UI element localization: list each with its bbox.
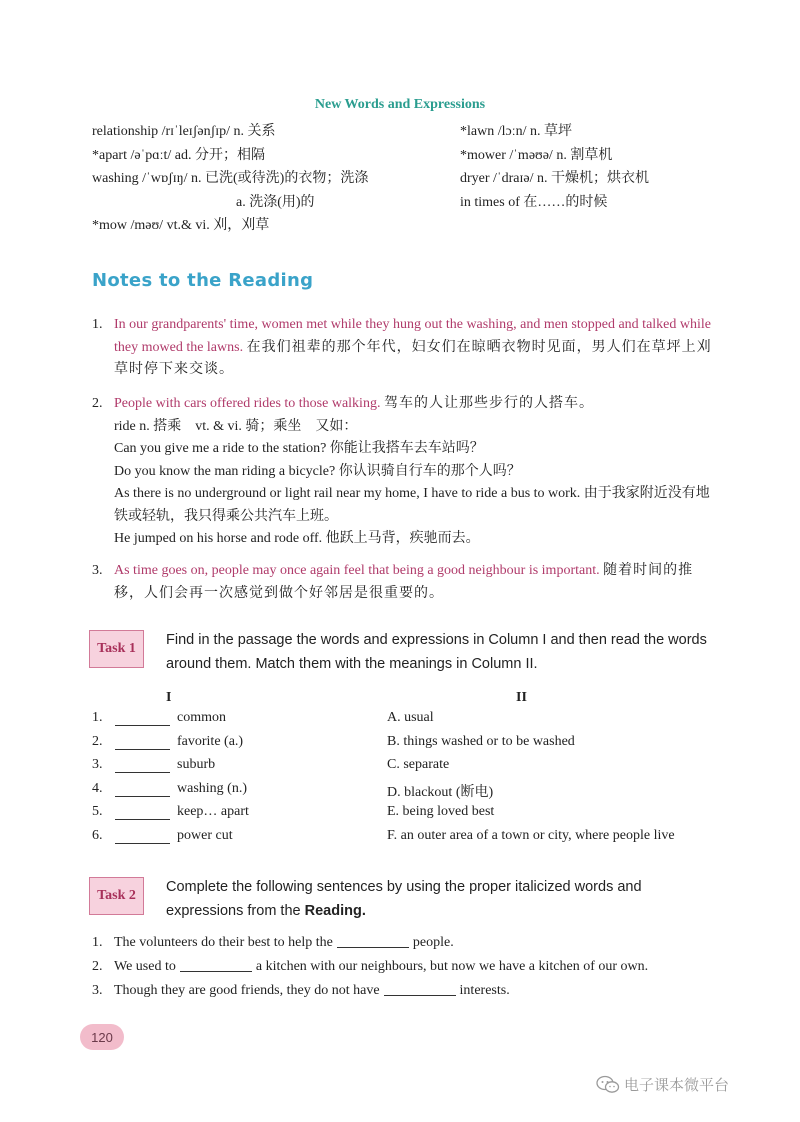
new-words-heading: New Words and Expressions bbox=[314, 97, 486, 112]
task2-instruction-bold: Reading. bbox=[304, 903, 366, 919]
note-english: In our grandparents' time, women met while they hung out the washing, and men stopped and talked while they mowed the lawns. bbox=[114, 317, 711, 355]
wechat-icon bbox=[596, 1075, 620, 1095]
vocab-entry-continuation: a. 洗涤(用)的 bbox=[236, 194, 315, 210]
match-term: washing (n.) bbox=[177, 780, 247, 796]
match-list bbox=[92, 710, 732, 851]
task2-instruction-text: Complete the following sentences by using the proper italicized words and expressions from the bbox=[166, 879, 642, 919]
vocab-entry: in times of 在……的时候 bbox=[460, 194, 608, 210]
match-row bbox=[92, 828, 732, 852]
match-meaning: E. being loved best bbox=[387, 804, 495, 819]
sentence-row bbox=[92, 983, 732, 1007]
new-words-left-column bbox=[92, 120, 442, 238]
note-example: Can you give me a ride to the station? 你能让我搭车去车站吗？ bbox=[114, 441, 484, 456]
sentence-number: 1. bbox=[92, 935, 103, 950]
vocab-entry: *mow /məʊ/ vt.& vi. 刈，刈草 bbox=[92, 218, 270, 233]
notes-heading: Notes to the Reading bbox=[92, 270, 314, 291]
sentence-after: people. bbox=[412, 935, 454, 950]
match-row bbox=[92, 781, 732, 805]
vocab-entry: washing /ˈwɒʃɪŋ/ n. 已洗(或待洗)的衣物；洗涤 bbox=[92, 171, 369, 186]
match-meaning: C. separate bbox=[387, 757, 450, 772]
note-example: Do you know the man riding a bicycle? 你认识骑自行车的那个人吗？ bbox=[114, 463, 521, 479]
answer-blank[interactable] bbox=[115, 819, 170, 820]
vocab-entry: dryer /ˈdraɪə/ n. 干燥机；烘衣机 bbox=[460, 171, 649, 186]
match-meaning: D. blackout (断电) bbox=[387, 784, 494, 800]
row-number: 4. bbox=[92, 780, 103, 796]
sentence-before: We used to bbox=[114, 959, 176, 974]
sentence-row bbox=[92, 935, 732, 959]
note-item bbox=[92, 314, 712, 382]
match-meaning: A. usual bbox=[387, 710, 434, 725]
fill-blank[interactable] bbox=[384, 984, 456, 996]
match-term: suburb bbox=[177, 757, 216, 772]
vocab-entry: *apart /əˈpɑːt/ ad. 分开；相隔 bbox=[92, 147, 265, 163]
answer-blank[interactable] bbox=[115, 725, 170, 726]
note-chinese: 随着时间的推移，人们会再一次感觉到做个好邻居是很重要的。 bbox=[114, 563, 694, 601]
answer-blank[interactable] bbox=[115, 749, 170, 750]
sentence-after: interests. bbox=[459, 983, 510, 998]
watermark bbox=[596, 1074, 729, 1095]
sentence-row bbox=[92, 959, 732, 983]
answer-blank[interactable] bbox=[115, 772, 170, 773]
sentence-before: The volunteers do their best to help the bbox=[114, 935, 333, 950]
note-example: ride n. 搭乘 vt. & vi. 骑；乘坐 又如： bbox=[114, 418, 358, 434]
match-meaning: F. an outer area of a town or city, where people live bbox=[387, 827, 675, 843]
column-i-heading: I bbox=[166, 690, 172, 705]
note-item bbox=[92, 393, 712, 551]
vocab-entry: *mower /ˈməʊə/ n. 割草机 bbox=[460, 147, 613, 163]
note-item bbox=[92, 560, 712, 605]
match-row bbox=[92, 734, 732, 758]
note-chinese: 驾车的人让那些步行的人搭车。 bbox=[383, 396, 594, 411]
match-term: power cut bbox=[177, 827, 233, 843]
sentence-number: 2. bbox=[92, 959, 103, 974]
task2-instruction bbox=[166, 875, 716, 923]
match-term: common bbox=[177, 710, 226, 725]
note-number: 1. bbox=[92, 317, 103, 332]
note-example: He jumped on his horse and rode off. 他跃上马背，疾驰而去。 bbox=[114, 531, 480, 546]
vocab-entry: relationship /rɪˈleɪʃənʃɪp/ n. 关系 bbox=[92, 124, 276, 139]
sentence-before: Though they are good friends, they do not have bbox=[114, 983, 380, 998]
note-number: 3. bbox=[92, 563, 103, 578]
vocab-entry: *lawn /lɔːn/ n. 草坪 bbox=[460, 124, 572, 139]
watermark-text: 电子课本微平台 bbox=[624, 1076, 730, 1094]
sentence-list bbox=[92, 935, 732, 1007]
note-english: As time goes on, people may once again feel that being a good neighbour is important. bbox=[114, 563, 600, 578]
row-number: 3. bbox=[92, 757, 103, 772]
match-row bbox=[92, 804, 732, 828]
column-ii-heading: II bbox=[516, 690, 527, 705]
row-number: 2. bbox=[92, 733, 103, 749]
sentence-number: 3. bbox=[92, 983, 103, 998]
match-row bbox=[92, 710, 732, 734]
fill-blank[interactable] bbox=[337, 936, 409, 948]
new-words-right-column bbox=[460, 120, 760, 214]
answer-blank[interactable] bbox=[115, 796, 170, 797]
row-number: 5. bbox=[92, 804, 103, 819]
match-term: keep… apart bbox=[177, 804, 249, 819]
row-number: 6. bbox=[92, 827, 103, 843]
answer-blank[interactable] bbox=[115, 843, 170, 844]
match-meaning: B. things washed or to be washed bbox=[387, 733, 575, 749]
page-number: 120 bbox=[80, 1024, 124, 1050]
task2-label: Task 2 bbox=[89, 877, 144, 915]
task1-instruction: Find in the passage the words and expressions in Column I and then read the words around them. Match them with the meanings in Column II. bbox=[166, 632, 707, 672]
sentence-after: a kitchen with our neighbours, but now we have a kitchen of our own. bbox=[255, 959, 649, 974]
match-term: favorite (a.) bbox=[177, 733, 244, 749]
note-number: 2. bbox=[92, 396, 103, 411]
row-number: 1. bbox=[92, 710, 103, 725]
note-example: As there is no underground or light rail near my home, I have to ride a bus to work. 由于我家附近没有地铁或轻轨，我只得乘公共汽车上班。 bbox=[114, 486, 710, 524]
task1-label: Task 1 bbox=[89, 630, 144, 668]
note-english: People with cars offered rides to those walking. bbox=[114, 396, 381, 411]
match-row bbox=[92, 757, 732, 781]
note-chinese: 在我们祖辈的那个年代，妇女们在晾晒衣物时见面，男人们在草坪上刈草时停下来交谈。 bbox=[114, 339, 712, 377]
fill-blank[interactable] bbox=[180, 960, 252, 972]
